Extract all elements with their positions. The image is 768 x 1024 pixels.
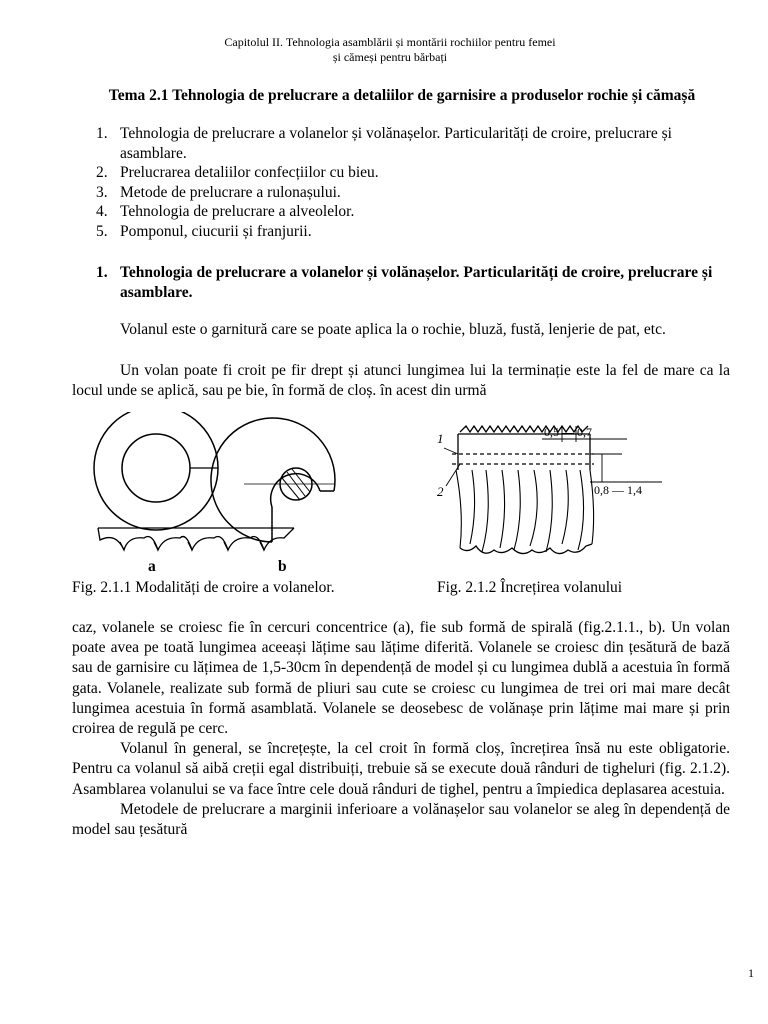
toc-item: 3. Metode de prelucrare a rulonașului. (96, 183, 341, 201)
body-text (72, 618, 730, 840)
section-heading: 1. Tehnologia de prelucrare a volanelor și volănașelor. Particularități de croire, prelucrare și asamblare. (96, 264, 713, 301)
fig-b-spiral (211, 418, 335, 542)
toc-item: 4. Tehnologia de prelucrare a alveolelor. (96, 203, 355, 220)
table-of-contents (72, 124, 732, 241)
body-paragraph-1: caz, volanele se croiesc fie în cercuri concentrice (a), fie sub formă de spirală (fig.2.1.1., b). Un volan poate avea pe toată lungimea aceeași lățime sau lățime diferită. Volanele se croiesc din țesătură de bază sau de garnisire cu lățimea de 1,5-30cm în dependență de model și cu lungimea dublă a acestuia în formă gata. Volanele, realizate sub formă de pliuri sau cute se croiesc cu lungimea de trei ori mai mare decât lungimea acestuia în formă asamblată. Volanele se deosebesc de volănașe prin lățime mai mare și prin croirea de regulă pe cerc. (72, 619, 730, 738)
fig2-dim-top: 0,5 — 0,7 (544, 425, 592, 439)
chapter-line-1: Capitolul II. Tehnologia asamblării și montării rochiilor pentru femei (224, 35, 556, 49)
fig-a-concentric-circles (94, 412, 218, 530)
figures-area (72, 412, 732, 597)
fig-sub-label-b: b (278, 558, 287, 575)
theme-title: Tema 2.1 Tehnologia de prelucrare a detaliilor de garnisire a produselor rochie și cămașă (108, 87, 696, 104)
intro-paragraph-1: Volanul este o garnitură care se poate aplica la o rochie, bluză, fustă, lenjerie de pat, etc. (120, 321, 666, 338)
chapter-line-2: și cămeși pentru bărbați (332, 50, 448, 64)
fig2-dim-right: 0,8 — 1,4 (594, 483, 642, 497)
fig2-label-2: 2 (437, 484, 444, 499)
toc-item: 1. Tehnologia de prelucrare a volanelor și volănașelor. Particularități de croire, prelucrare și asamblare. (96, 125, 672, 162)
figure-2-caption: Fig. 2.1.2 Încrețirea volanului (437, 579, 623, 596)
intro-paragraph-2: Un volan poate fi croit pe fir drept și atunci lungimea lui la terminație este la fel de mare ca la locul unde se aplică, sau pe bie, în formă de cloș. în acest din urmă (72, 362, 730, 399)
fig-a-scalloped-strip (98, 528, 294, 550)
chapter-header (160, 35, 620, 65)
body-paragraph-3: Metodele de prelucrare a marginii inferioare a volănașelor sau volanelor se aleg în dependență de model sau țesătură (72, 800, 730, 839)
figure-illustrations (72, 412, 732, 597)
page-number: 1 (748, 966, 754, 980)
toc-item: 2. Prelucrarea detaliilor confecțiilor cu bieu. (96, 164, 379, 181)
fig2-label-1: 1 (437, 431, 444, 446)
toc-item: 5. Pomponul, ciucurii și franjurii. (96, 222, 312, 240)
fig-sub-label-a: a (148, 558, 156, 575)
body-paragraph-2: Volanul în general, se încrețește, la cel croit în formă cloș, încrețirea însă nu este obligatorie. Pentru ca volanul să aibă creții egal distribuiți, trebuie să se execute două rânduri de tigheluri (fig. 2.1.2). Asamblarea volanului se va face între cele două rânduri de tighel, pentru a împiedica deplasarea acestuia. (72, 740, 730, 798)
figure-1-caption: Fig. 2.1.1 Modalități de croire a volanelor. (72, 579, 335, 596)
